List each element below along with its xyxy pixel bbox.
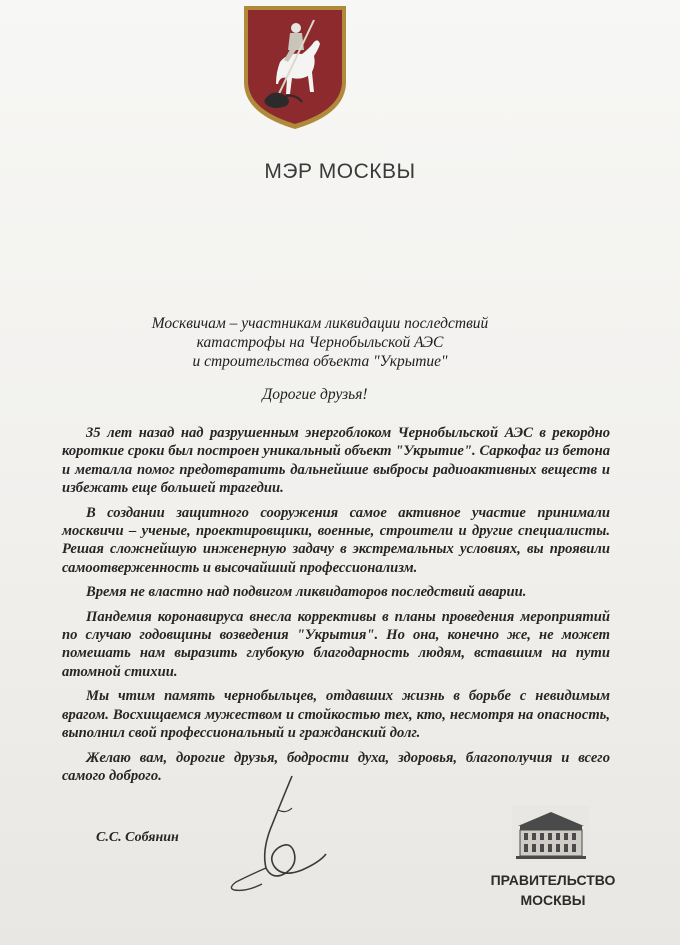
- paragraph: Желаю вам, дорогие друзья, бодрости духа, здоровья, благополучия и всего самого доброго.: [62, 749, 610, 784]
- government-building-icon: [512, 806, 590, 862]
- mayor-title: МЭР МОСКВЫ: [264, 160, 416, 183]
- signer-name: С.С. Собянин: [96, 830, 179, 845]
- paragraph: В создании защитного сооружения самое активное участие принимали москвичи – ученые, проектировщики, военные, строители и другие специалисты. Решая сложнейшую инженерную задачу в экстремальных условиях, вы проявили самоотверженность и высочайший профессионализм.: [62, 504, 610, 576]
- heading-line: и строительства объекта "Укрытие": [192, 353, 448, 370]
- paragraph: 35 лет назад над разрушенным энергоблоком Чернобыльской АЭС в рекордно короткие сроки был построен уникальный объект "Укрытие". Саркофаг из бетона и металла помог предотвратить дальнейшие выбросы радиоактивных веществ и избежать еще большей трагедии.: [62, 425, 610, 497]
- heading-line: Москвичам – участникам ликвидации последствий: [151, 315, 489, 332]
- letter-heading: [110, 314, 530, 371]
- heading-line: катастрофы на Чернобыльской АЭС: [196, 334, 444, 351]
- handwritten-signature-icon: [222, 770, 342, 900]
- paragraph: Время не властно над подвигом ликвидаторов последствий аварии.: [86, 584, 527, 601]
- letter-body: [62, 424, 610, 791]
- greeting: Дорогие друзья!: [262, 386, 368, 403]
- moscow-coat-of-arms-icon: [240, 2, 350, 132]
- paragraph: Пандемия коронавируса внесла коррективы в планы проведения мероприятий по случаю годовщины возведения "Укрытия". Но она, конечно же, не может помешать нам выразить глубокую благодарность людям, вставшим на пути атомной стихии.: [62, 608, 610, 680]
- paragraph: Мы чтим память чернобыльцев, отдавших жизнь в борьбе с невидимым врагом. Восхищаемся мужеством и стойкостью тех, кто, несмотря на опасность, выполнил свой профессиональный и гражданский долг.: [62, 688, 610, 742]
- government-title-line: МОСКВЫ: [520, 892, 586, 908]
- government-title: [478, 870, 628, 910]
- government-title-line: ПРАВИТЕЛЬСТВО: [490, 872, 616, 888]
